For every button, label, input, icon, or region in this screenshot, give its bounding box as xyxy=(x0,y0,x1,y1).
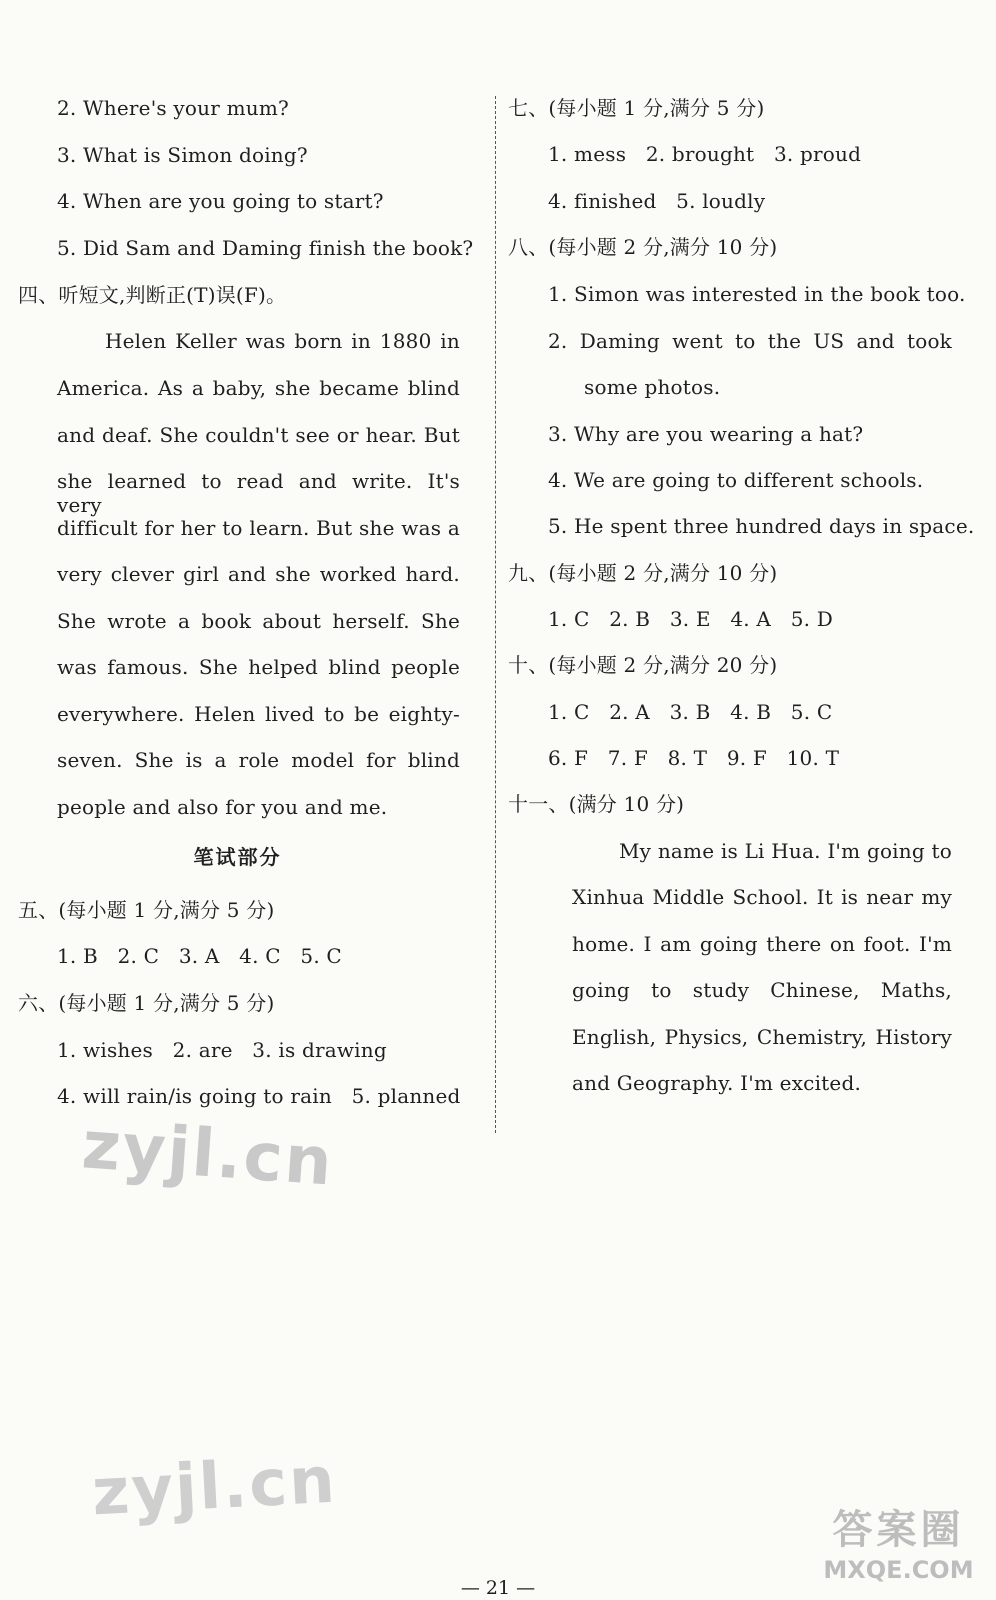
section-8-line-1: 1. Simon was interested in the book too. xyxy=(548,282,966,306)
section-8-line-2-cont: some photos. xyxy=(584,375,721,399)
listening-question-2: 2. Where's your mum? xyxy=(57,96,289,120)
section-8-title: 八、(每小题 2 分,满分 10 分) xyxy=(508,235,778,259)
watermark-logo-1: zyjl.cn xyxy=(79,1106,337,1201)
essay-line-6: and Geography. I'm excited. xyxy=(572,1071,862,1095)
passage-line-5: difficult for her to learn. But she was a xyxy=(57,516,460,540)
essay-line-5: English, Physics, Chemistry, History xyxy=(572,1025,952,1049)
passage-line-6: very clever girl and she worked hard. xyxy=(57,562,460,586)
section-7-line-2: 4. finished 5. loudly xyxy=(548,189,766,213)
passage-line-8: was famous. She helped blind people xyxy=(57,655,460,679)
page-number: — 21 — xyxy=(460,1577,536,1599)
passage-line-1: Helen Keller was born in 1880 in xyxy=(105,329,460,353)
section-7-title: 七、(每小题 1 分,满分 5 分) xyxy=(508,96,765,120)
section-9-answers: 1. C 2. B 3. E 4. A 5. D xyxy=(548,607,833,631)
listening-question-3: 3. What is Simon doing? xyxy=(57,143,308,167)
passage-line-4: she learned to read and write. It's very xyxy=(57,469,460,517)
section-8-line-3: 3. Why are you wearing a hat? xyxy=(548,422,864,446)
section-8-line-4: 4. We are going to different schools. xyxy=(548,468,924,492)
essay-line-4: going to study Chinese, Maths, xyxy=(572,978,952,1002)
section-5-answers: 1. B 2. C 3. A 4. C 5. C xyxy=(57,944,342,968)
section-6-line-2: 4. will rain/is going to rain 5. planned xyxy=(57,1084,461,1108)
section-9-title: 九、(每小题 2 分,满分 10 分) xyxy=(508,561,778,585)
listening-question-4: 4. When are you going to start? xyxy=(57,189,384,213)
section-10-line-1: 1. C 2. A 3. B 4. B 5. C xyxy=(548,700,833,724)
section-8-line-5: 5. He spent three hundred days in space. xyxy=(548,514,975,538)
section-11-title: 十一、(满分 10 分) xyxy=(508,792,685,816)
stamp-bottom-text: MXQE.COM xyxy=(823,1556,974,1584)
section-10-title: 十、(每小题 2 分,满分 20 分) xyxy=(508,653,778,677)
passage-line-3: and deaf. She couldn't see or hear. But xyxy=(57,423,460,447)
passage-line-7: She wrote a book about herself. She xyxy=(57,609,460,633)
passage-line-2: America. As a baby, she became blind xyxy=(57,376,460,400)
section-6-title: 六、(每小题 1 分,满分 5 分) xyxy=(18,991,275,1015)
section-4-title: 四、听短文,判断正(T)误(F)。 xyxy=(18,283,287,307)
column-divider xyxy=(495,96,496,1133)
essay-line-2: Xinhua Middle School. It is near my xyxy=(572,885,952,909)
listening-question-5: 5. Did Sam and Daming finish the book? xyxy=(57,236,474,260)
passage-line-11: people and also for you and me. xyxy=(57,795,388,819)
passage-line-10: seven. She is a role model for blind xyxy=(57,748,460,772)
section-6-line-1: 1. wishes 2. are 3. is drawing xyxy=(57,1038,387,1062)
passage-line-9: everywhere. Helen lived to be eighty- xyxy=(57,702,460,726)
watermark-logo-2: zyjl.cn xyxy=(90,1443,339,1531)
written-part-title: 笔试部分 xyxy=(193,845,282,869)
stamp-top-text: 答案圈 xyxy=(832,1507,965,1553)
section-5-title: 五、(每小题 1 分,满分 5 分) xyxy=(18,898,275,922)
section-7-line-1: 1. mess 2. brought 3. proud xyxy=(548,142,862,166)
section-10-line-2: 6. F 7. F 8. T 9. F 10. T xyxy=(548,746,840,770)
essay-line-1: My name is Li Hua. I'm going to xyxy=(619,839,952,863)
section-8-line-2: 2. Daming went to the US and took xyxy=(548,329,952,353)
essay-line-3: home. I am going there on foot. I'm xyxy=(572,932,952,956)
